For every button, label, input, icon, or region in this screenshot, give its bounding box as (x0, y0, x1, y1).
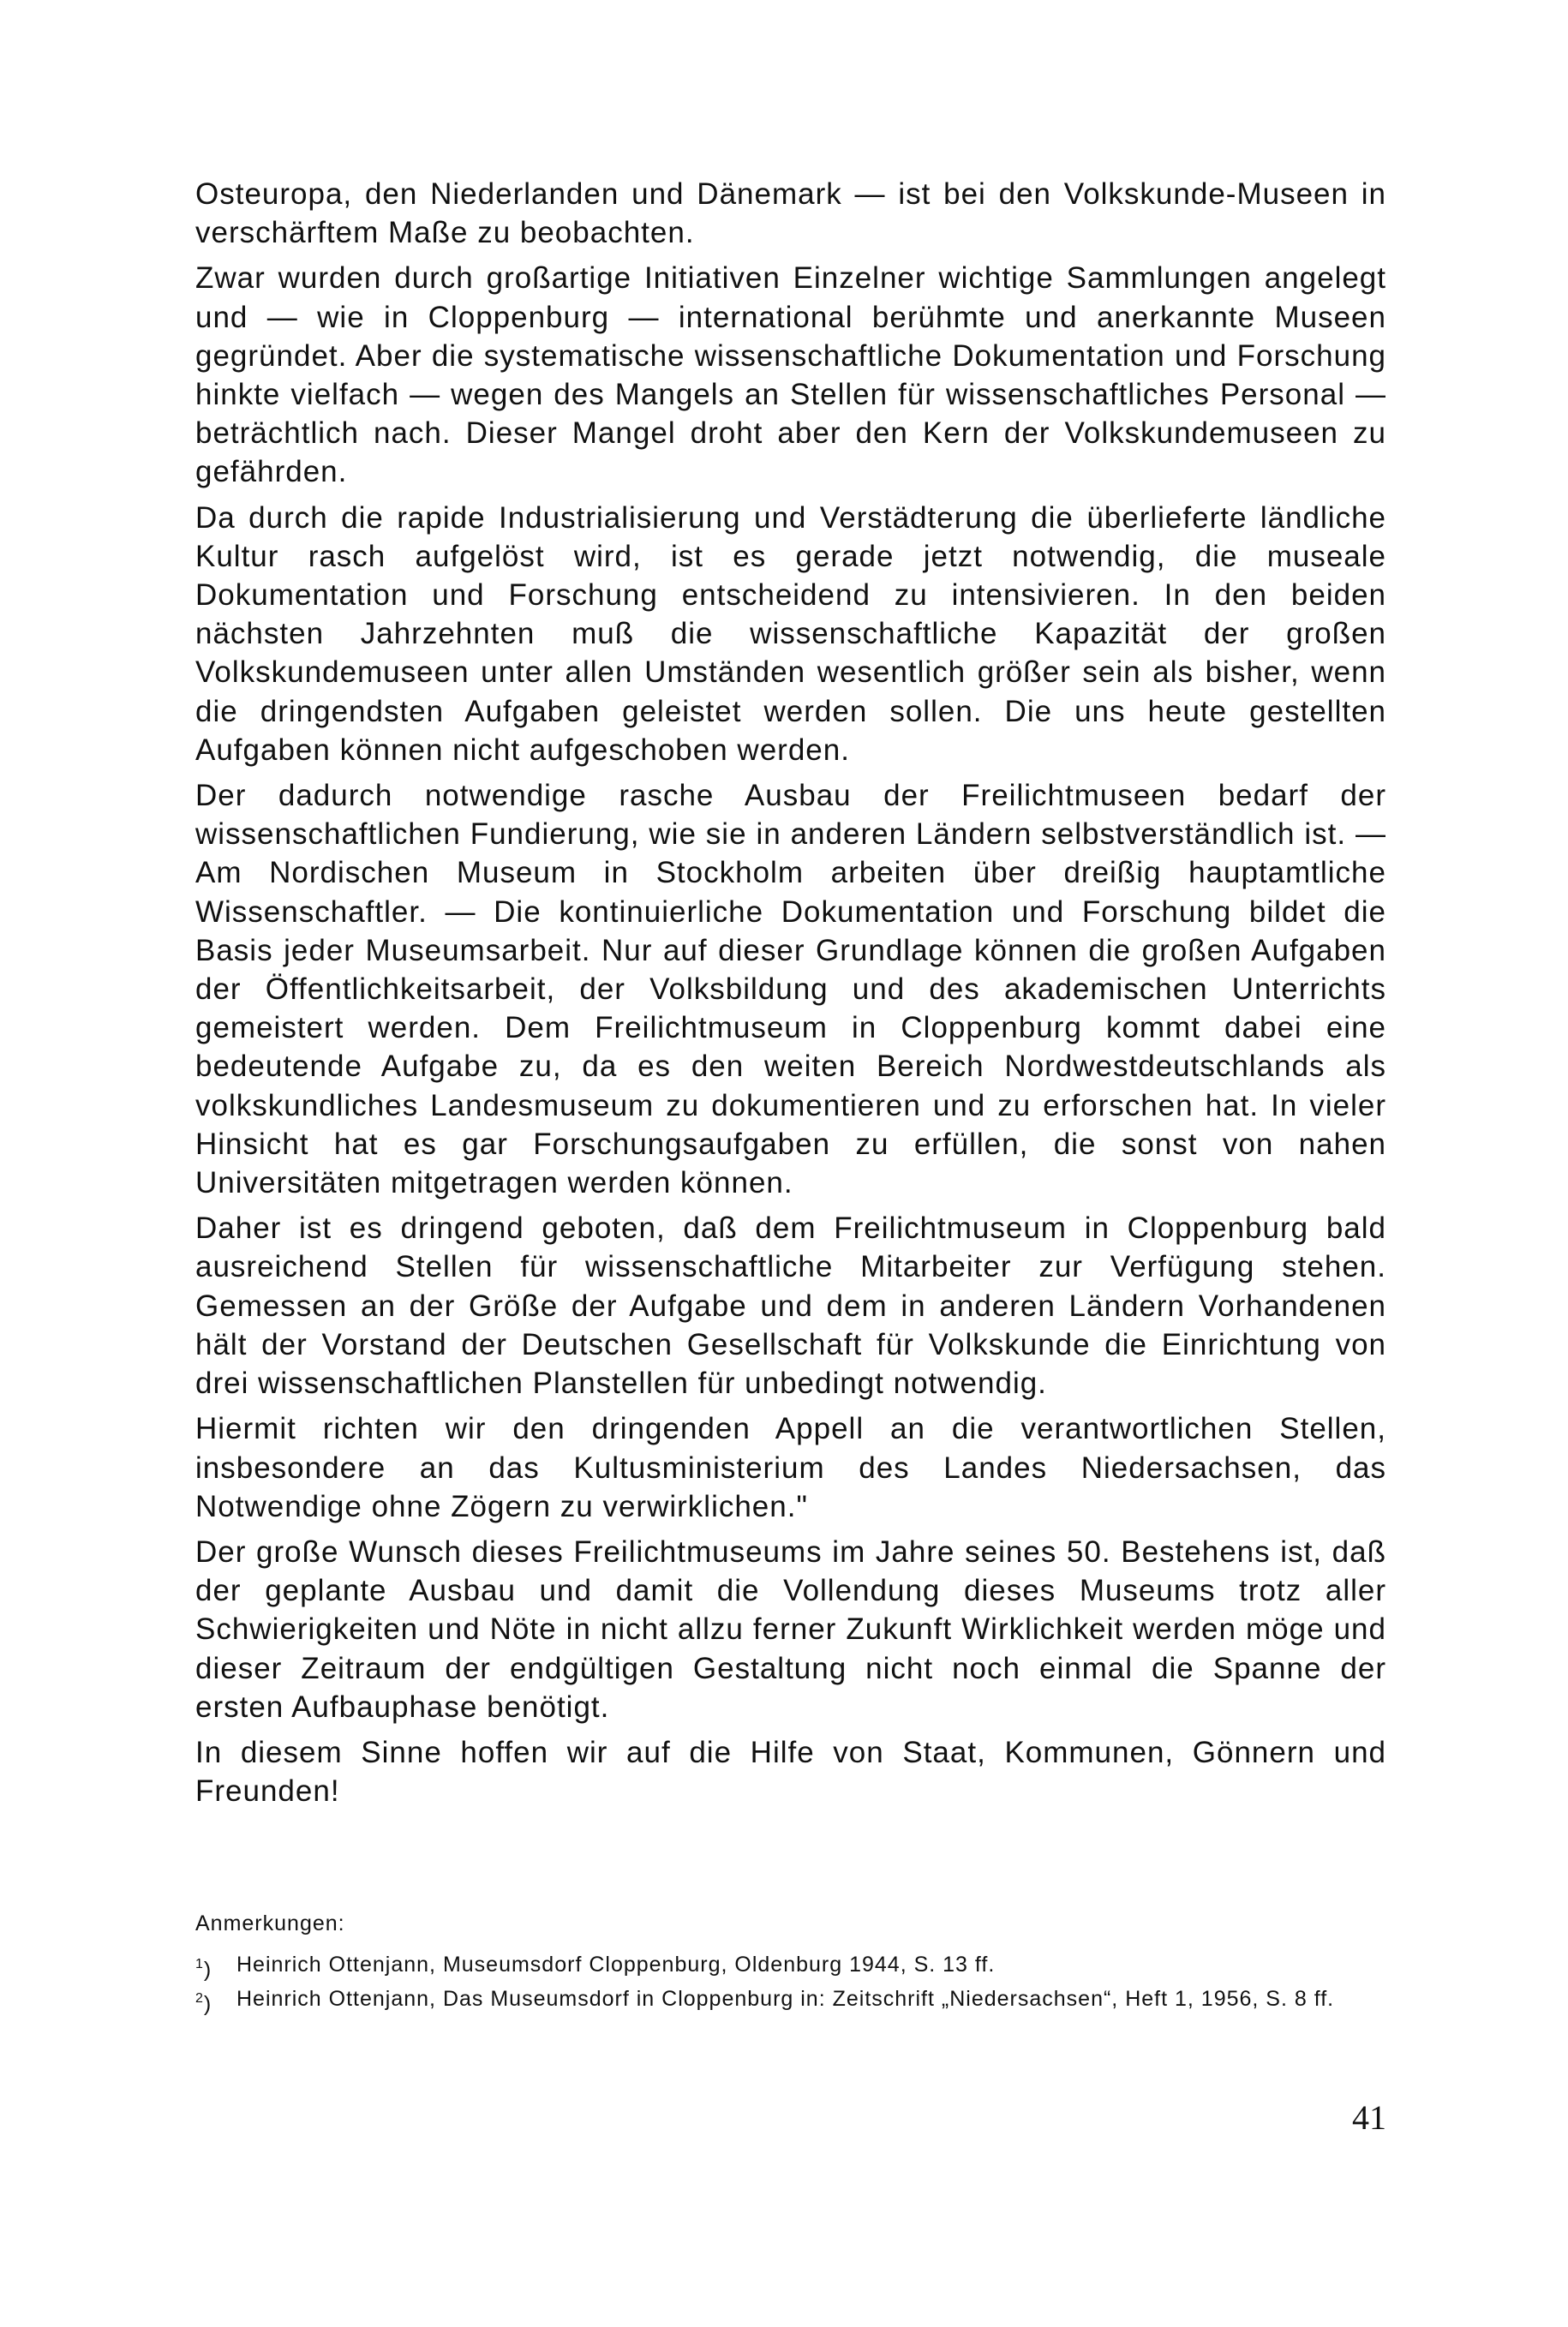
footnote-number: 2 (195, 1991, 204, 2006)
footnote-paren: ) (203, 1958, 212, 1982)
body-text (195, 175, 1386, 1817)
paragraph-7: Der große Wunsch dieses Freilichtmuseums im Jahre seines 50. Bestehens ist, daß der geplante Ausbau und damit die Vollendung dieses Museums trotz aller Schwierigkeiten und Nöte in nicht allzu ferner Zukunft Wirklichkeit werden möge und dieser Zeitraum der endgültigen Gestaltung nicht noch einmal die Spanne der ersten Aufbauphase benötigt. (195, 1534, 1386, 1724)
footnote-text: Heinrich Ottenjann, Das Museumsdorf in Cloppenburg in: Zeitschrift „Niedersachsen“, Heft 1, 1956, S. 8 ff. (236, 1987, 1335, 2011)
footnote-paren: ) (203, 1992, 212, 2016)
paragraph-6: Hiermit richten wir den dringenden Appell an die verantwortlichen Stellen, insbesondere an das Kultusministerium des Landes Niedersachsen, das Notwendige ohne Zögern zu verwirklichen." (195, 1412, 1386, 1523)
footnote-number: 1 (195, 1957, 204, 1971)
paragraph-3: Da durch die rapide Industrialisierung und Verstädterung die überlieferte ländliche Kultur rasch aufgelöst wird, ist es gerade jetzt notwendig, die museale Dokumentation und Forschung entscheidend zu intensivieren. In den beiden nächsten Jahrzehnten muß die wissenschaftliche Kapazität der großen Volkskundemuseen unter allen Umständen wesentlich größer sein als bisher, wenn die dringendsten Aufgaben geleistet werden sollen. Die uns heute gestellten Aufgaben können nicht aufgeschoben werden. (195, 500, 1386, 767)
paragraph-5: Daher ist es dringend geboten, daß dem Freilichtmuseum in Cloppenburg bald ausreichend Stellen für wissenschaftliche Mitarbeiter zur Verfügung stehen. Gemessen an der Größe der Aufgabe und dem in anderen Ländern Vorhandenen hält der Vorstand der Deutschen Gesellschaft für Volkskunde die Einrichtung von drei wissenschaftlichen Planstellen für unbedingt notwendig. (195, 1211, 1386, 1401)
footnotes-heading: Anmerkungen: (195, 1911, 345, 1935)
paragraph-8: In diesem Sinne hoffen wir auf die Hilfe von Staat, Kommunen, Gönnern und Freunden! (195, 1735, 1386, 1809)
footnote-text: Heinrich Ottenjann, Museumsdorf Cloppenburg, Oldenburg 1944, S. 13 ff. (236, 1953, 996, 1977)
footnote-2 (195, 1984, 1386, 2019)
footnote-marker (195, 1984, 236, 2019)
footnote-marker (195, 1950, 236, 1984)
page-number: 41 (1352, 2098, 1386, 2137)
paragraph-2: Zwar wurden durch großartige Initiativen Einzelner wichtige Sammlungen angelegt und — wie in Cloppenburg — international berühmte und anerkannte Museen gegründet. Aber die systematische wissenschaftliche Dokumentation und Forschung hinkte vielfach — wegen des Mangels an Stellen für wissenschaftliches Personal — beträchtlich nach. Dieser Mangel droht aber den Kern der Volkskundemuseen zu gefährden. (195, 261, 1386, 489)
footnote-1 (195, 1950, 1386, 1984)
paragraph-1: Osteuropa, den Niederlanden und Dänemark — ist bei den Volkskunde-Museen in verschärftem Maße zu beobachten. (195, 177, 1386, 250)
paragraph-4: Der dadurch notwendige rasche Ausbau der Freilichtmuseen bedarf der wissenschaftlichen Fundierung, wie sie in anderen Ländern selbstverständlich ist. — Am Nordischen Museum in Stockholm arbeiten über dreißig hauptamtliche Wissenschaftler. — Die kontinuierliche Dokumentation und Forschung bildet die Basis jeder Museumsarbeit. Nur auf dieser Grundlage können die großen Aufgaben der Öffentlichkeitsarbeit, der Volksbildung und des akademischen Unterrichts gemeistert werden. Dem Freilichtmuseum in Cloppenburg kommt dabei eine bedeutende Aufgabe zu, da es den weiten Bereich Nordwestdeutschlands als volkskundliches Landesmuseum zu dokumentieren und zu erforschen hat. In vieler Hinsicht hat es gar Forschungsaufgaben zu erfüllen, die sonst von nahen Universitäten mitgetragen werden können. (195, 779, 1386, 1200)
footnotes (195, 1909, 1386, 2019)
